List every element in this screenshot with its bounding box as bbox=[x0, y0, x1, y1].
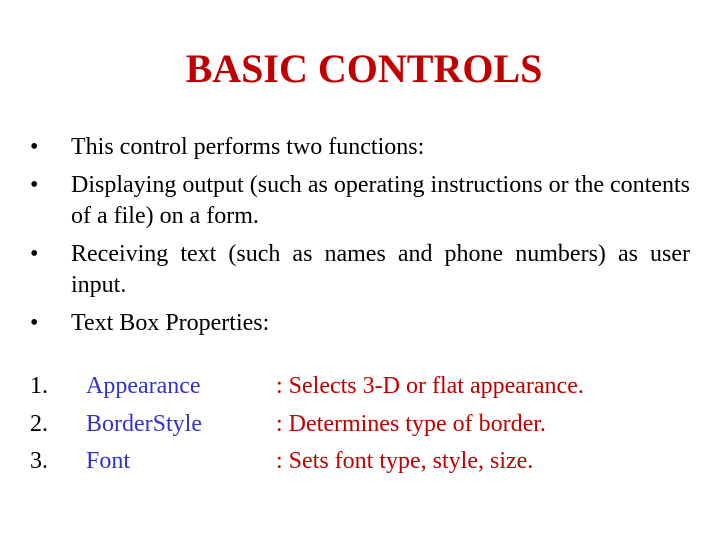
slide-title: BASIC CONTROLS bbox=[185, 46, 543, 91]
bullet-list bbox=[30, 132, 690, 345]
bullet-marker: • bbox=[30, 171, 39, 198]
property-number: 2. bbox=[30, 410, 48, 437]
property-name: Appearance bbox=[86, 373, 201, 399]
property-number: 3. bbox=[30, 448, 48, 474]
bullet-text: Text Box Properties: bbox=[71, 309, 270, 336]
property-description: : Selects 3-D or flat appearance. bbox=[276, 373, 584, 399]
bullet-marker: • bbox=[30, 240, 39, 267]
property-description: : Determines type of border. bbox=[276, 410, 546, 437]
property-list bbox=[30, 368, 700, 481]
property-name: BorderStyle bbox=[86, 410, 202, 437]
property-description: : Sets font type, style, size. bbox=[276, 448, 534, 474]
bullet-text: This control performs two functions: bbox=[71, 134, 425, 160]
bullet-item bbox=[30, 239, 690, 302]
property-item bbox=[30, 443, 700, 481]
bullet-marker: • bbox=[30, 134, 39, 160]
bullet-item bbox=[30, 170, 690, 233]
bullet-marker: • bbox=[30, 309, 39, 336]
bullet-item bbox=[30, 132, 690, 164]
property-item bbox=[30, 368, 700, 406]
property-name: Font bbox=[86, 448, 131, 474]
property-item bbox=[30, 406, 700, 444]
property-number: 1. bbox=[30, 373, 48, 399]
bullet-item bbox=[30, 308, 690, 340]
bullet-text: Receiving text (such as names and phone numbers) as user input. bbox=[71, 240, 690, 298]
bullet-text: Displaying output (such as operating instructions or the contents of a file) on a form. bbox=[71, 171, 690, 229]
